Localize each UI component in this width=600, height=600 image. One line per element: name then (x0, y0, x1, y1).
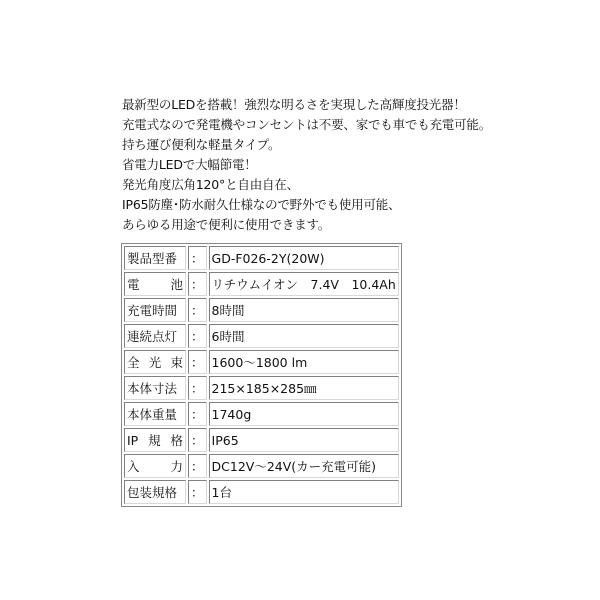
spec-table (121, 243, 402, 507)
spec-label: 電 池 (124, 272, 186, 296)
spec-label: 本体寸法 (124, 376, 186, 400)
spec-value: IP65 (209, 428, 399, 452)
spec-value: 8時間 (209, 298, 399, 322)
description-line: IP65防塵･防水耐久仕様なので野外でも使用可能、 (122, 197, 401, 212)
spec-separator: ： (188, 350, 207, 374)
spec-row-dimensions (124, 376, 399, 400)
spec-separator: ： (188, 402, 207, 426)
spec-value: 215×185×285㎜ (209, 376, 399, 400)
spec-row-charge-time (124, 298, 399, 322)
spec-separator: ： (188, 428, 207, 452)
spec-row-continuous-lighting (124, 324, 399, 348)
spec-row-model-number (124, 246, 399, 270)
product-description (122, 95, 592, 235)
spec-separator: ： (188, 324, 207, 348)
spec-row-input (124, 454, 399, 478)
description-line: 発光角度広角120°と自由自在、 (122, 177, 299, 192)
spec-label: 入 力 (124, 454, 186, 478)
spec-value: 1台 (209, 480, 399, 504)
spec-value: リチウムイオン 7.4V 10.4Ah (209, 272, 399, 296)
spec-row-packaging (124, 480, 399, 504)
spec-label: 包装規格 (124, 480, 186, 504)
spec-label: 本体重量 (124, 402, 186, 426)
description-line: 充電式なので発電機やコンセントは不要、家でも車でも充電可能。 (122, 117, 492, 132)
spec-label: 連続点灯 (124, 324, 186, 348)
spec-separator: ： (188, 454, 207, 478)
spec-label: 全光束 (124, 350, 186, 374)
spec-value: 6時間 (209, 324, 399, 348)
description-line: 省電力LEDで大幅節電！ (122, 157, 257, 172)
description-line: 持ち運び便利な軽量タイプ。 (122, 137, 281, 152)
spec-row-battery (124, 272, 399, 296)
spec-value: 1600～1800 lm (209, 350, 399, 374)
spec-separator: ： (188, 376, 207, 400)
spec-separator: ： (188, 272, 207, 296)
spec-separator: ： (188, 246, 207, 270)
spec-row-luminous-flux (124, 350, 399, 374)
spec-row-ip-rating (124, 428, 399, 452)
spec-separator: ： (188, 298, 207, 322)
spec-value: DC12V～24V(カー充電可能) (209, 454, 399, 478)
spec-value: GD-F026-2Y(20W) (209, 246, 399, 270)
spec-row-weight (124, 402, 399, 426)
spec-value: 1740g (209, 402, 399, 426)
spec-separator: ： (188, 480, 207, 504)
spec-label: IP規格 (124, 428, 186, 452)
description-line: あらゆる用途で便利に使用できます。 (122, 217, 331, 232)
description-line: 最新型のLEDを搭載！強烈な明るさを実現した高輝度投光器！ (122, 97, 466, 112)
spec-label: 製品型番 (124, 246, 186, 270)
spec-label: 充電時間 (124, 298, 186, 322)
